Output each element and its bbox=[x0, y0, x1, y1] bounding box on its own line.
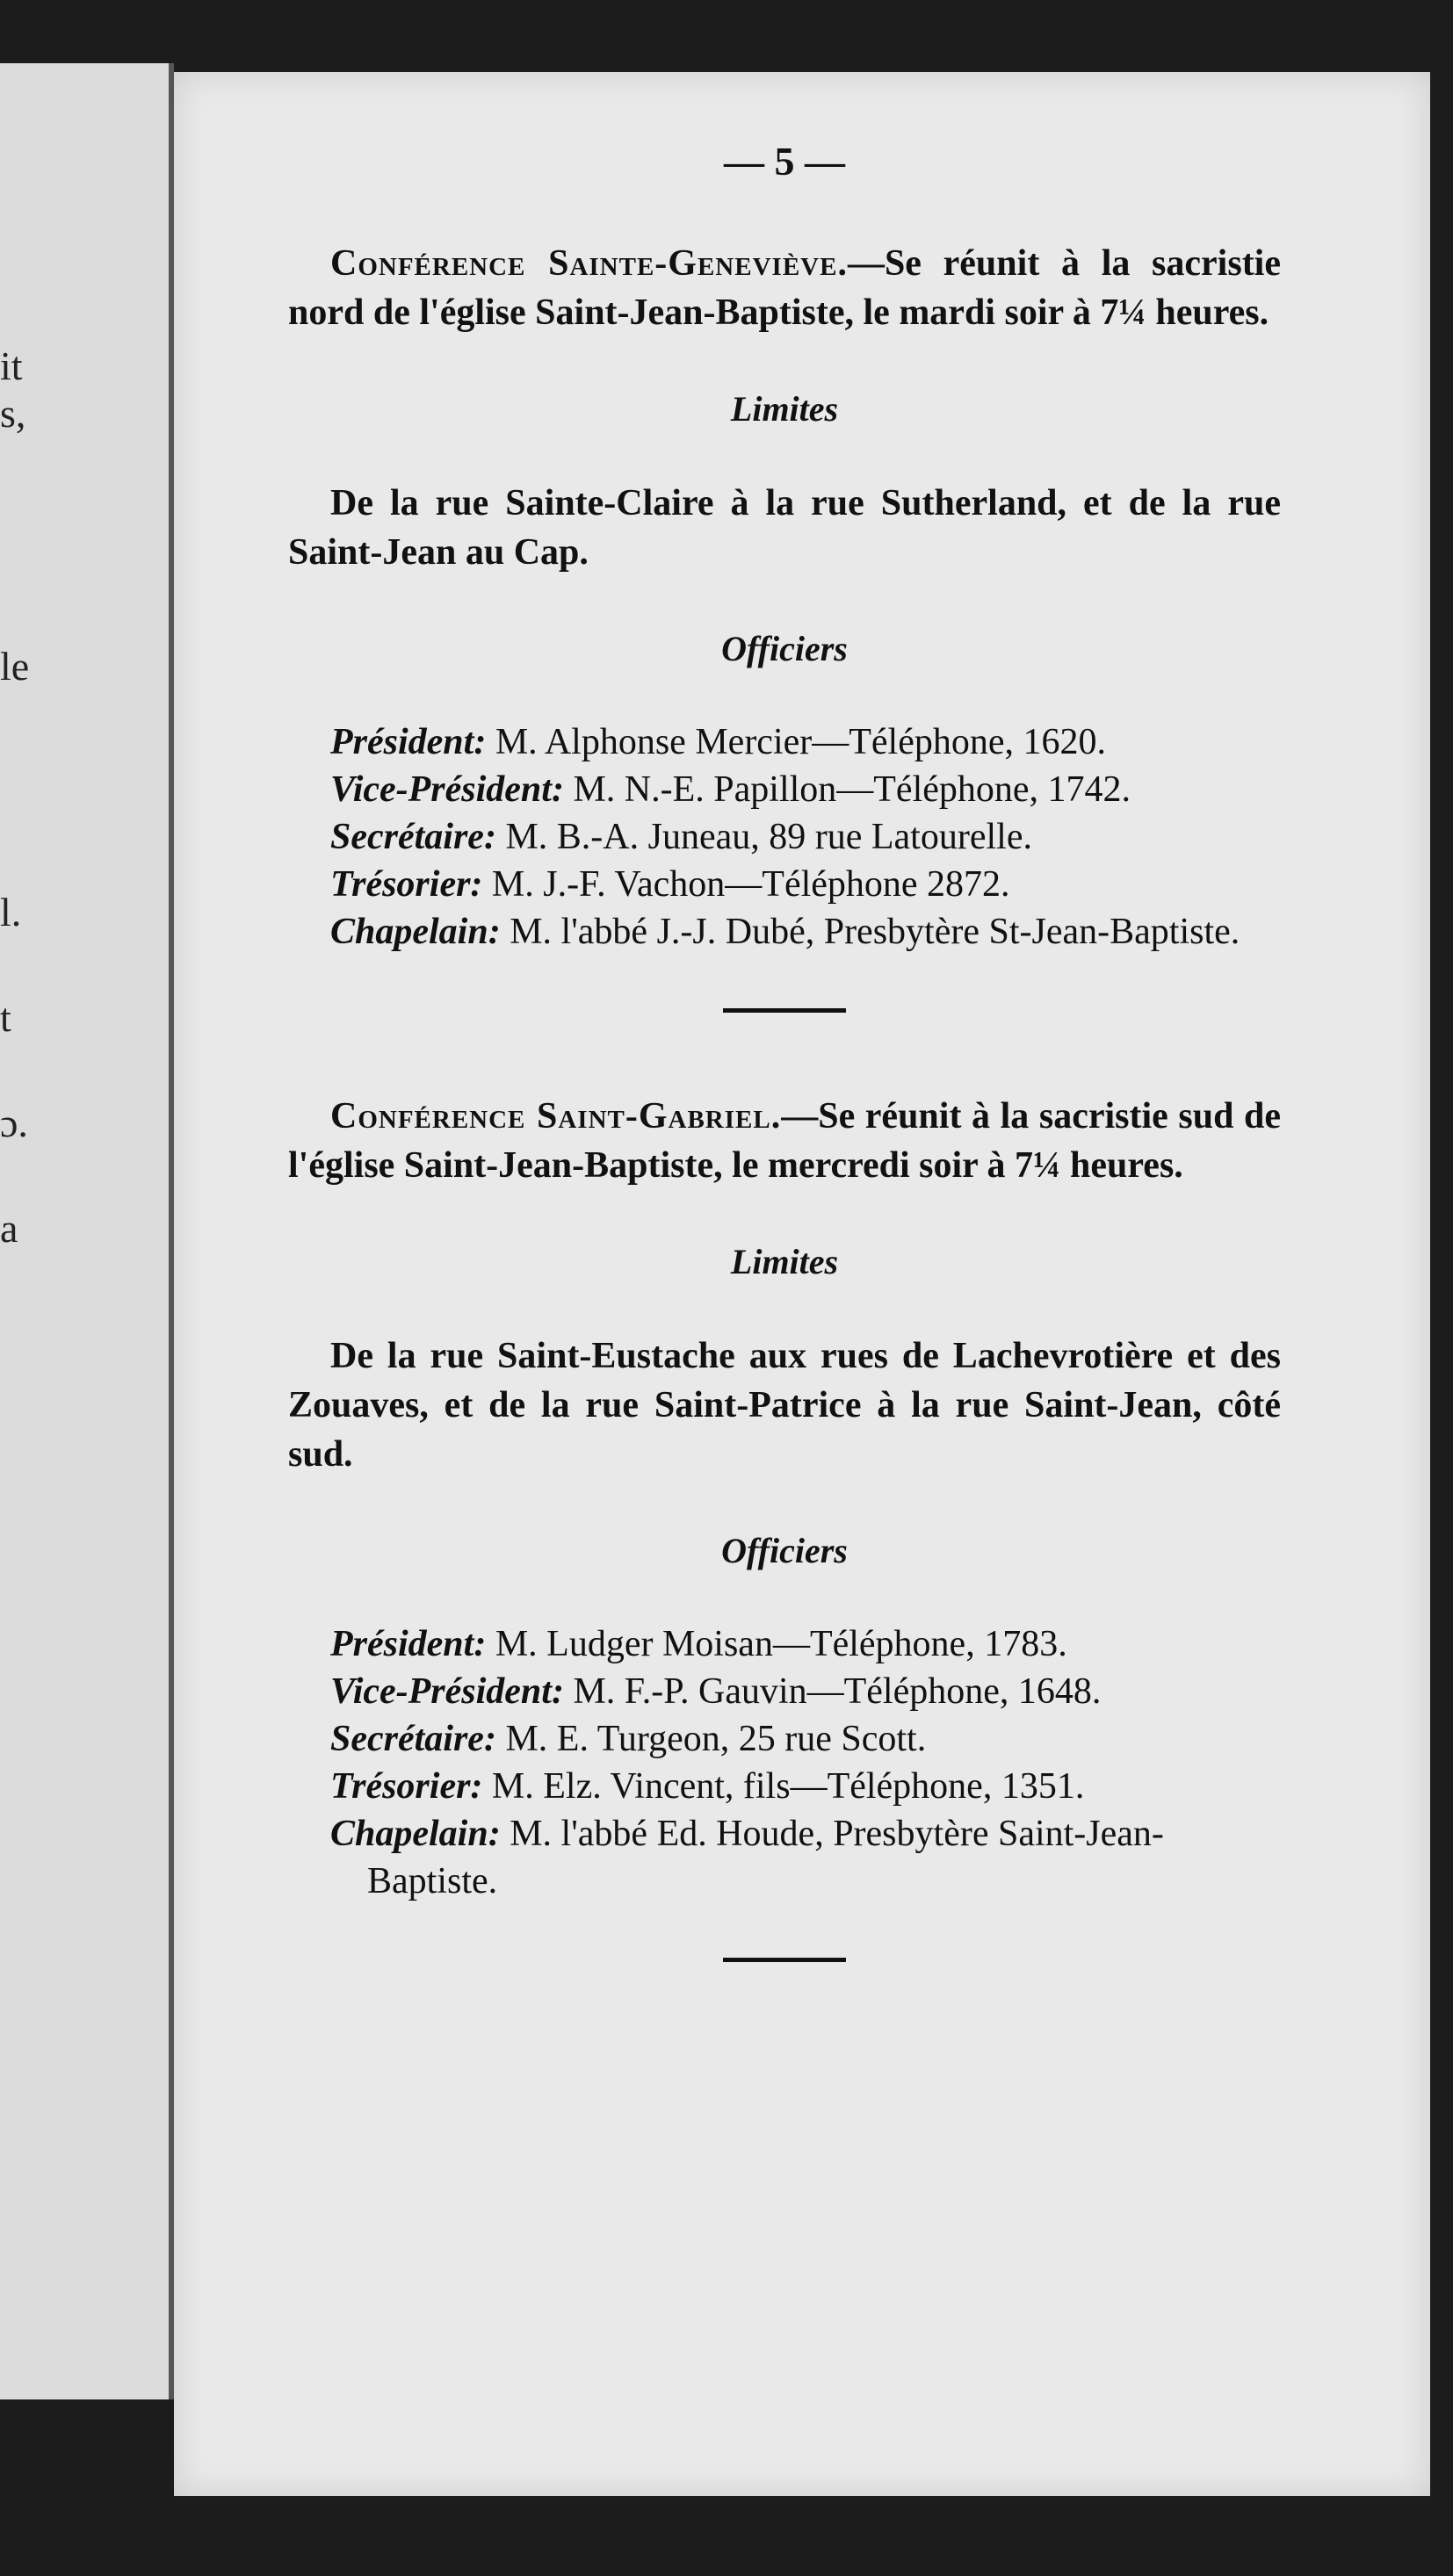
conference-name: Conférence Saint-Gabriel. bbox=[330, 1096, 782, 1136]
officer-role: Vice-Président: bbox=[330, 769, 564, 810]
officer-role: Secrétaire: bbox=[330, 1719, 496, 1759]
officer-value: M. l'abbé J.-J. Dubé, Presbytère St-Jean-Baptiste. bbox=[510, 912, 1240, 952]
conference-meeting-info: —Se réunit à la sacristie sud de l'église Saint-Jean-Baptiste, le mercredi soir à 7¼ heures. bbox=[288, 1096, 1281, 1186]
left-page-fragment: s, bbox=[0, 391, 26, 436]
officer-role: Président: bbox=[330, 1624, 487, 1664]
page-content bbox=[288, 139, 1281, 2041]
conference-section bbox=[288, 1092, 1281, 1962]
officer-value: M. l'abbé Ed. Houde, Presbytère Saint-Jean-Baptiste. bbox=[367, 1814, 1164, 1901]
officer-role: Secrétaire: bbox=[330, 817, 496, 857]
left-page-fragment: it bbox=[0, 343, 23, 388]
officer-value: M. Elz. Vincent, fils—Téléphone, 1351. bbox=[491, 1766, 1085, 1807]
officer-entry bbox=[330, 861, 1281, 908]
officer-role: Vice-Président: bbox=[330, 1671, 564, 1712]
page-number: — 5 — bbox=[724, 139, 845, 184]
officer-role: Chapelain: bbox=[330, 1814, 501, 1854]
conference-section bbox=[288, 239, 1281, 1013]
officer-entry bbox=[330, 813, 1281, 861]
conference-intro bbox=[288, 239, 1281, 337]
officer-role: Trésorier: bbox=[330, 1766, 483, 1807]
left-page-fragment: l. bbox=[0, 890, 22, 934]
officer-value: M. Alphonse Mercier—Téléphone, 1620. bbox=[495, 722, 1106, 762]
officer-value: M. J.-F. Vachon—Téléphone 2872. bbox=[491, 864, 1010, 905]
officer-entry bbox=[330, 1620, 1281, 1668]
conference-intro bbox=[288, 1092, 1281, 1190]
left-page-fragment: a bbox=[0, 1206, 18, 1251]
officer-value: M. B.-A. Juneau, 89 rue Latourelle. bbox=[505, 817, 1032, 857]
left-page-fragment: le bbox=[0, 644, 30, 689]
officer-role: Président: bbox=[330, 722, 487, 762]
officer-value: M. N.-E. Papillon—Téléphone, 1742. bbox=[573, 769, 1131, 810]
section-divider bbox=[723, 1958, 846, 1962]
limits-text: De la rue Sainte-Claire à la rue Sutherland, et de la rue Saint-Jean au Cap. bbox=[288, 483, 1281, 573]
officers-list bbox=[288, 1620, 1281, 1905]
limits-heading: Limites bbox=[730, 389, 839, 429]
officers-list bbox=[288, 718, 1281, 956]
section-divider bbox=[723, 1008, 846, 1013]
officer-entry bbox=[330, 766, 1281, 813]
conference-meeting-info: —Se réunit à la sacristie nord de l'église Saint-Jean-Baptiste, le mardi soir à 7¼ heures. bbox=[288, 243, 1281, 333]
officer-entry bbox=[330, 1715, 1281, 1763]
officer-entry bbox=[330, 1668, 1281, 1715]
officer-entry bbox=[330, 718, 1281, 766]
document-page bbox=[174, 72, 1430, 2496]
facing-page-edge bbox=[0, 63, 174, 2399]
officer-value: M. Ludger Moisan—Téléphone, 1783. bbox=[495, 1624, 1067, 1664]
left-page-fragment: t bbox=[0, 995, 11, 1040]
officer-role: Trésorier: bbox=[330, 864, 483, 905]
left-page-fragment: ɔ. bbox=[0, 1100, 28, 1145]
officer-entry bbox=[330, 908, 1281, 956]
limits-text: De la rue Saint-Eustache aux rues de Lachevrotière et des Zouaves, et de la rue Saint-Patrice à la rue Saint-Jean, côté sud. bbox=[288, 1336, 1281, 1475]
officer-value: M. F.-P. Gauvin—Téléphone, 1648. bbox=[573, 1671, 1102, 1712]
limits-heading: Limites bbox=[730, 1242, 839, 1281]
officer-entry bbox=[330, 1810, 1281, 1905]
officers-heading: Officiers bbox=[721, 1531, 848, 1570]
conference-name: Conférence Sainte-Geneviève. bbox=[330, 243, 848, 284]
officer-value: M. E. Turgeon, 25 rue Scott. bbox=[505, 1719, 927, 1759]
officers-heading: Officiers bbox=[721, 629, 848, 668]
officer-role: Chapelain: bbox=[330, 912, 501, 952]
officer-entry bbox=[330, 1763, 1281, 1810]
